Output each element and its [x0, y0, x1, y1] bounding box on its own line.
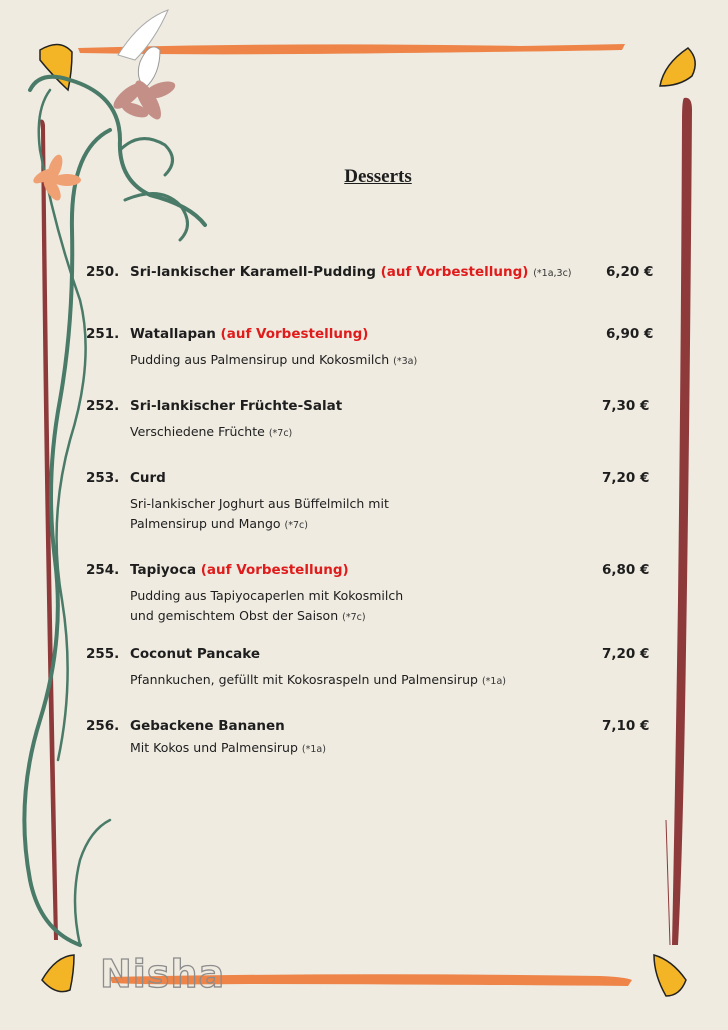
description-text: Verschiedene Früchte — [130, 424, 265, 439]
item-name-line — [130, 562, 349, 578]
menu-item-row — [86, 718, 656, 738]
item-number: 255. — [86, 646, 120, 662]
item-price: 6,80 € — [602, 562, 650, 578]
item-number: 252. — [86, 398, 120, 414]
item-description — [130, 514, 656, 536]
allergen-note: (*7c) — [268, 428, 293, 439]
item-name-line — [130, 264, 572, 280]
item-description — [130, 606, 656, 628]
item-name: Tapiyoca — [130, 562, 197, 578]
menu-item — [86, 718, 656, 760]
item-description — [130, 422, 656, 444]
menu-item — [86, 326, 656, 372]
item-price: 7,10 € — [602, 718, 650, 734]
item-description — [130, 494, 656, 514]
item-name: Sri-lankischer Karamell-Pudding — [130, 264, 376, 280]
item-description — [130, 586, 656, 606]
allergen-note: (*3a) — [393, 356, 418, 367]
item-number: 251. — [86, 326, 120, 342]
description-text: Mit Kokos und Palmensirup — [130, 740, 298, 755]
preorder-tag: (auf Vorbestellung) — [220, 326, 369, 342]
corner-leaf-bottom-left — [42, 955, 74, 992]
allergen-note: (*1a) — [301, 744, 326, 755]
item-name: Gebackene Bananen — [130, 718, 285, 734]
item-price: 7,20 € — [602, 646, 650, 662]
allergen-note: (*7c) — [342, 612, 366, 623]
item-name: Watallapan — [130, 326, 216, 342]
corner-leaf-top-left — [40, 44, 72, 90]
item-name: Coconut Pancake — [130, 646, 260, 662]
preorder-tag: (auf Vorbestellung) — [200, 562, 349, 578]
right-maroon-stroke — [672, 98, 692, 945]
pink-flower — [110, 77, 178, 123]
description-text: Pfannkuchen, gefüllt mit Kokosraspeln und Palmensirup — [130, 672, 478, 687]
item-price: 7,20 € — [602, 470, 650, 486]
item-number: 256. — [86, 718, 120, 734]
menu-item — [86, 646, 656, 692]
menu-item-row — [86, 398, 656, 418]
item-name-line — [130, 398, 342, 414]
menu-item — [86, 264, 656, 284]
item-name-line — [130, 470, 166, 486]
description-text: Sri-lankischer Joghurt aus Büffelmilch mit — [130, 496, 389, 511]
description-text: Pudding aus Palmensirup und Kokosmilch — [130, 352, 390, 367]
menu-item-row — [86, 562, 656, 582]
corner-leaf-bottom-right — [654, 955, 686, 996]
left-maroon-stroke — [40, 120, 58, 940]
item-number: 254. — [86, 562, 120, 578]
item-price: 6,90 € — [606, 326, 654, 342]
menu-item-row — [86, 470, 656, 490]
description-text: Palmensirup und Mango — [130, 516, 281, 531]
preorder-tag: (auf Vorbestellung) — [380, 264, 529, 280]
menu-item-row — [86, 326, 656, 346]
menu-item-row — [86, 646, 656, 666]
item-name: Sri-lankischer Früchte-Salat — [130, 398, 343, 414]
item-name-line — [130, 646, 260, 662]
menu-item — [86, 562, 656, 628]
restaurant-logo: Nisha — [100, 952, 226, 996]
description-text: Pudding aus Tapiyocaperlen mit Kokosmilch — [130, 588, 404, 603]
item-name: Curd — [130, 470, 166, 486]
item-price: 7,30 € — [602, 398, 650, 414]
item-name-line — [130, 326, 368, 342]
menu-item-row — [86, 264, 656, 284]
item-description — [130, 670, 656, 692]
allergen-note: (*1a,3c) — [533, 268, 572, 279]
item-description — [130, 350, 656, 372]
item-number: 253. — [86, 470, 120, 486]
item-description — [130, 738, 656, 760]
menu-item — [86, 398, 656, 444]
item-name-line — [130, 718, 285, 734]
allergen-note: (*1a) — [481, 676, 506, 687]
allergen-note: (*7c) — [284, 520, 308, 531]
corner-leaf-top-right — [660, 48, 695, 86]
item-price: 6,20 € — [606, 264, 654, 280]
menu-item — [86, 470, 656, 536]
page-title: Desserts — [344, 166, 412, 187]
description-text: und gemischtem Obst der Saison — [130, 608, 339, 623]
item-number: 250. — [86, 264, 120, 280]
